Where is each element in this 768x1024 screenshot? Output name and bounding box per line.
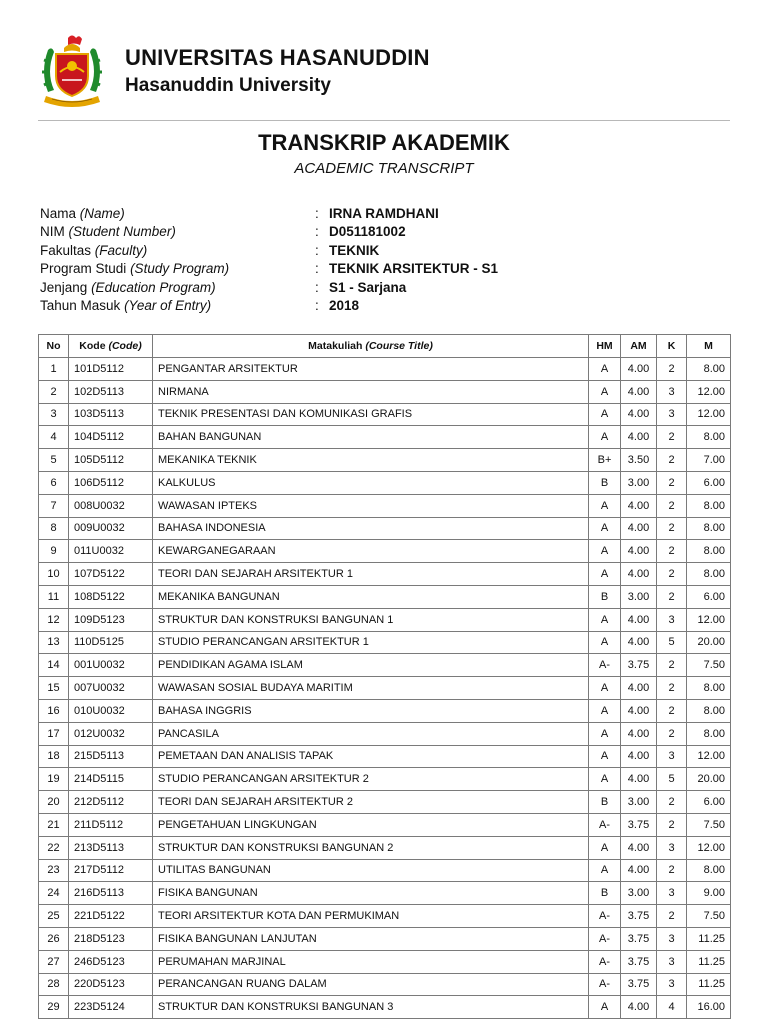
cell-credits: 5 bbox=[657, 768, 687, 791]
cell-course-code: 108D5122 bbox=[69, 585, 153, 608]
table-row bbox=[39, 494, 731, 517]
university-name-english: Hasanuddin University bbox=[125, 75, 331, 96]
student-info-row bbox=[40, 298, 720, 316]
cell-grade-point: 3.75 bbox=[621, 927, 657, 950]
cell-course-code: 220D5123 bbox=[69, 973, 153, 996]
cell-course-title: PANCASILA bbox=[153, 722, 589, 745]
table-row bbox=[39, 380, 731, 403]
cell-credits: 3 bbox=[657, 836, 687, 859]
cell-weighted-score: 7.50 bbox=[687, 813, 731, 836]
cell-letter-grade: A bbox=[589, 563, 621, 586]
student-info-value: D051181002 bbox=[329, 224, 406, 240]
table-row bbox=[39, 973, 731, 996]
cell-weighted-score: 8.00 bbox=[687, 426, 731, 449]
student-info-row bbox=[40, 280, 720, 298]
cell-letter-grade: A bbox=[589, 745, 621, 768]
cell-grade-point: 4.00 bbox=[621, 608, 657, 631]
cell-weighted-score: 8.00 bbox=[687, 722, 731, 745]
cell-course-code: 009U0032 bbox=[69, 517, 153, 540]
cell-course-title: PENDIDIKAN AGAMA ISLAM bbox=[153, 654, 589, 677]
cell-grade-point: 4.00 bbox=[621, 722, 657, 745]
student-info-value: 2018 bbox=[329, 297, 360, 313]
cell-credits: 3 bbox=[657, 973, 687, 996]
cell-credits: 3 bbox=[657, 950, 687, 973]
table-header-row bbox=[39, 335, 731, 358]
cell-no: 29 bbox=[39, 996, 69, 1019]
cell-weighted-score: 8.00 bbox=[687, 677, 731, 700]
cell-credits: 2 bbox=[657, 585, 687, 608]
student-info-row bbox=[40, 224, 720, 242]
cell-letter-grade: A bbox=[589, 722, 621, 745]
cell-letter-grade: A bbox=[589, 859, 621, 882]
cell-weighted-score: 8.00 bbox=[687, 517, 731, 540]
cell-no: 10 bbox=[39, 563, 69, 586]
cell-grade-point: 3.50 bbox=[621, 449, 657, 472]
cell-course-code: 105D5112 bbox=[69, 449, 153, 472]
cell-weighted-score: 8.00 bbox=[687, 540, 731, 563]
table-row bbox=[39, 403, 731, 426]
cell-no: 5 bbox=[39, 449, 69, 472]
cell-letter-grade: A- bbox=[589, 927, 621, 950]
cell-course-title: MEKANIKA BANGUNAN bbox=[153, 585, 589, 608]
cell-credits: 2 bbox=[657, 677, 687, 700]
cell-grade-point: 4.00 bbox=[621, 699, 657, 722]
cell-course-code: 216D5113 bbox=[69, 882, 153, 905]
student-info-value: TEKNIK ARSITEKTUR - S1 bbox=[329, 261, 499, 277]
cell-course-code: 001U0032 bbox=[69, 654, 153, 677]
column-header-course-title: Matakuliah (Course Title) bbox=[153, 335, 589, 358]
cell-letter-grade: A bbox=[589, 426, 621, 449]
cell-course-title: NIRMANA bbox=[153, 380, 589, 403]
cell-no: 24 bbox=[39, 882, 69, 905]
cell-grade-point: 3.00 bbox=[621, 791, 657, 814]
cell-grade-point: 4.00 bbox=[621, 494, 657, 517]
table-row bbox=[39, 563, 731, 586]
student-info-row bbox=[40, 261, 720, 279]
cell-letter-grade: A bbox=[589, 540, 621, 563]
cell-credits: 2 bbox=[657, 859, 687, 882]
cell-weighted-score: 7.00 bbox=[687, 449, 731, 472]
cell-grade-point: 4.00 bbox=[621, 677, 657, 700]
cell-course-title: BAHAN BANGUNAN bbox=[153, 426, 589, 449]
cell-no: 6 bbox=[39, 471, 69, 494]
student-info-colon: : bbox=[315, 297, 319, 313]
student-info-colon: : bbox=[315, 224, 319, 240]
table-row bbox=[39, 699, 731, 722]
cell-grade-point: 3.00 bbox=[621, 471, 657, 494]
cell-grade-point: 4.00 bbox=[621, 358, 657, 381]
cell-course-code: 109D5123 bbox=[69, 608, 153, 631]
cell-course-title: PENGANTAR ARSITEKTUR bbox=[153, 358, 589, 381]
cell-course-code: 012U0032 bbox=[69, 722, 153, 745]
cell-credits: 2 bbox=[657, 654, 687, 677]
cell-course-title: KEWARGANEGARAAN bbox=[153, 540, 589, 563]
cell-weighted-score: 11.25 bbox=[687, 927, 731, 950]
student-info-value: S1 - Sarjana bbox=[329, 279, 407, 295]
cell-course-title: KALKULUS bbox=[153, 471, 589, 494]
cell-weighted-score: 12.00 bbox=[687, 403, 731, 426]
cell-credits: 3 bbox=[657, 608, 687, 631]
cell-course-title: STUDIO PERANCANGAN ARSITEKTUR 1 bbox=[153, 631, 589, 654]
cell-weighted-score: 7.50 bbox=[687, 905, 731, 928]
cell-letter-grade: B+ bbox=[589, 449, 621, 472]
student-info-label: Tahun Masuk (Year of Entry) bbox=[40, 297, 212, 313]
table-row bbox=[39, 449, 731, 472]
cell-credits: 2 bbox=[657, 449, 687, 472]
cell-letter-grade: A bbox=[589, 996, 621, 1019]
cell-weighted-score: 6.00 bbox=[687, 585, 731, 608]
cell-no: 4 bbox=[39, 426, 69, 449]
cell-letter-grade: A bbox=[589, 836, 621, 859]
cell-weighted-score: 11.25 bbox=[687, 950, 731, 973]
cell-credits: 3 bbox=[657, 380, 687, 403]
cell-weighted-score: 8.00 bbox=[687, 859, 731, 882]
cell-no: 7 bbox=[39, 494, 69, 517]
cell-letter-grade: A bbox=[589, 358, 621, 381]
cell-credits: 2 bbox=[657, 517, 687, 540]
student-info-label: Fakultas (Faculty) bbox=[40, 242, 148, 258]
cell-weighted-score: 8.00 bbox=[687, 358, 731, 381]
cell-course-title: WAWASAN SOSIAL BUDAYA MARITIM bbox=[153, 677, 589, 700]
cell-credits: 2 bbox=[657, 471, 687, 494]
cell-credits: 2 bbox=[657, 494, 687, 517]
cell-no: 22 bbox=[39, 836, 69, 859]
table-row bbox=[39, 722, 731, 745]
table-row bbox=[39, 517, 731, 540]
cell-no: 21 bbox=[39, 813, 69, 836]
cell-letter-grade: A bbox=[589, 699, 621, 722]
cell-grade-point: 4.00 bbox=[621, 380, 657, 403]
university-name: UNIVERSITAS HASANUDDIN bbox=[125, 45, 430, 70]
cell-course-title: STUDIO PERANCANGAN ARSITEKTUR 2 bbox=[153, 768, 589, 791]
cell-weighted-score: 12.00 bbox=[687, 380, 731, 403]
cell-course-code: 215D5113 bbox=[69, 745, 153, 768]
cell-course-code: 110D5125 bbox=[69, 631, 153, 654]
cell-course-code: 010U0032 bbox=[69, 699, 153, 722]
cell-letter-grade: A bbox=[589, 380, 621, 403]
cell-course-code: 008U0032 bbox=[69, 494, 153, 517]
table-row bbox=[39, 905, 731, 928]
cell-course-title: TEORI ARSITEKTUR KOTA DAN PERMUKIMAN bbox=[153, 905, 589, 928]
student-info-colon: : bbox=[315, 206, 319, 221]
cell-no: 1 bbox=[39, 358, 69, 381]
column-header-m: M bbox=[687, 335, 731, 358]
cell-grade-point: 4.00 bbox=[621, 426, 657, 449]
cell-grade-point: 4.00 bbox=[621, 631, 657, 654]
cell-weighted-score: 6.00 bbox=[687, 791, 731, 814]
student-info-colon: : bbox=[315, 279, 319, 295]
cell-course-title: PEMETAAN DAN ANALISIS TAPAK bbox=[153, 745, 589, 768]
table-row bbox=[39, 859, 731, 882]
cell-no: 23 bbox=[39, 859, 69, 882]
cell-course-title: TEORI DAN SEJARAH ARSITEKTUR 1 bbox=[153, 563, 589, 586]
cell-course-title: TEKNIK PRESENTASI DAN KOMUNIKASI GRAFIS bbox=[153, 403, 589, 426]
cell-course-code: 214D5115 bbox=[69, 768, 153, 791]
cell-letter-grade: A bbox=[589, 517, 621, 540]
cell-course-code: 211D5112 bbox=[69, 813, 153, 836]
cell-course-code: 101D5112 bbox=[69, 358, 153, 381]
cell-credits: 3 bbox=[657, 882, 687, 905]
table-row bbox=[39, 654, 731, 677]
student-info-value: TEKNIK bbox=[329, 242, 380, 258]
cell-no: 28 bbox=[39, 973, 69, 996]
cell-no: 19 bbox=[39, 768, 69, 791]
student-info-label: Program Studi (Study Program) bbox=[40, 261, 230, 277]
cell-no: 25 bbox=[39, 905, 69, 928]
cell-course-code: 223D5124 bbox=[69, 996, 153, 1019]
cell-course-code: 217D5112 bbox=[69, 859, 153, 882]
cell-no: 20 bbox=[39, 791, 69, 814]
header-divider bbox=[38, 120, 730, 121]
cell-course-code: 011U0032 bbox=[69, 540, 153, 563]
cell-credits: 2 bbox=[657, 358, 687, 381]
student-info-value: IRNA RAMDHANI bbox=[329, 206, 439, 221]
table-row bbox=[39, 836, 731, 859]
university-logo-icon bbox=[38, 32, 106, 108]
document-subtitle: ACADEMIC TRANSCRIPT bbox=[294, 160, 474, 177]
column-header-kode: Kode (Code) bbox=[69, 335, 153, 358]
student-info-label: Jenjang (Education Program) bbox=[40, 279, 216, 295]
column-header-hm: HM bbox=[589, 335, 621, 358]
cell-credits: 2 bbox=[657, 426, 687, 449]
table-row bbox=[39, 677, 731, 700]
cell-no: 13 bbox=[39, 631, 69, 654]
cell-grade-point: 4.00 bbox=[621, 403, 657, 426]
cell-grade-point: 3.00 bbox=[621, 585, 657, 608]
cell-credits: 2 bbox=[657, 791, 687, 814]
grades-table-body bbox=[39, 358, 731, 1019]
cell-grade-point: 3.75 bbox=[621, 654, 657, 677]
cell-course-code: 221D5122 bbox=[69, 905, 153, 928]
cell-no: 15 bbox=[39, 677, 69, 700]
cell-course-code: 107D5122 bbox=[69, 563, 153, 586]
cell-credits: 3 bbox=[657, 403, 687, 426]
cell-no: 11 bbox=[39, 585, 69, 608]
cell-no: 18 bbox=[39, 745, 69, 768]
table-row bbox=[39, 540, 731, 563]
cell-grade-point: 3.75 bbox=[621, 905, 657, 928]
document-header bbox=[38, 32, 738, 112]
table-row bbox=[39, 745, 731, 768]
cell-course-title: STRUKTUR DAN KONSTRUKSI BANGUNAN 2 bbox=[153, 836, 589, 859]
cell-course-title: STRUKTUR DAN KONSTRUKSI BANGUNAN 1 bbox=[153, 608, 589, 631]
cell-course-code: 246D5123 bbox=[69, 950, 153, 973]
cell-grade-point: 4.00 bbox=[621, 859, 657, 882]
cell-no: 17 bbox=[39, 722, 69, 745]
cell-grade-point: 4.00 bbox=[621, 996, 657, 1019]
cell-course-code: 212D5112 bbox=[69, 791, 153, 814]
cell-course-code: 213D5113 bbox=[69, 836, 153, 859]
cell-grade-point: 3.75 bbox=[621, 950, 657, 973]
cell-letter-grade: A- bbox=[589, 905, 621, 928]
document-title: TRANSKRIP AKADEMIK bbox=[258, 130, 510, 155]
cell-letter-grade: A- bbox=[589, 813, 621, 836]
cell-course-title: WAWASAN IPTEKS bbox=[153, 494, 589, 517]
cell-letter-grade: A- bbox=[589, 950, 621, 973]
cell-course-title: UTILITAS BANGUNAN bbox=[153, 859, 589, 882]
table-row bbox=[39, 813, 731, 836]
cell-letter-grade: A bbox=[589, 608, 621, 631]
cell-credits: 2 bbox=[657, 722, 687, 745]
cell-no: 2 bbox=[39, 380, 69, 403]
cell-course-title: PERANCANGAN RUANG DALAM bbox=[153, 973, 589, 996]
cell-course-code: 102D5113 bbox=[69, 380, 153, 403]
cell-course-title: MEKANIKA TEKNIK bbox=[153, 449, 589, 472]
cell-letter-grade: A bbox=[589, 677, 621, 700]
table-row bbox=[39, 927, 731, 950]
cell-course-title: FISIKA BANGUNAN bbox=[153, 882, 589, 905]
cell-letter-grade: A bbox=[589, 631, 621, 654]
student-info-row bbox=[40, 243, 720, 261]
cell-course-title: BAHASA INDONESIA bbox=[153, 517, 589, 540]
cell-grade-point: 4.00 bbox=[621, 517, 657, 540]
cell-weighted-score: 6.00 bbox=[687, 471, 731, 494]
table-row bbox=[39, 950, 731, 973]
table-row bbox=[39, 996, 731, 1019]
cell-credits: 2 bbox=[657, 699, 687, 722]
cell-grade-point: 4.00 bbox=[621, 836, 657, 859]
table-row bbox=[39, 426, 731, 449]
cell-weighted-score: 20.00 bbox=[687, 631, 731, 654]
cell-weighted-score: 11.25 bbox=[687, 973, 731, 996]
student-info-row bbox=[40, 206, 720, 224]
cell-letter-grade: A bbox=[589, 494, 621, 517]
cell-course-title: BAHASA INGGRIS bbox=[153, 699, 589, 722]
cell-credits: 2 bbox=[657, 563, 687, 586]
cell-letter-grade: A bbox=[589, 768, 621, 791]
cell-weighted-score: 16.00 bbox=[687, 996, 731, 1019]
cell-letter-grade: B bbox=[589, 882, 621, 905]
student-info-colon: : bbox=[315, 261, 319, 277]
column-header-no: No bbox=[39, 335, 69, 358]
cell-weighted-score: 12.00 bbox=[687, 608, 731, 631]
cell-course-title: STRUKTUR DAN KONSTRUKSI BANGUNAN 3 bbox=[153, 996, 589, 1019]
cell-weighted-score: 12.00 bbox=[687, 836, 731, 859]
cell-credits: 3 bbox=[657, 745, 687, 768]
cell-course-code: 007U0032 bbox=[69, 677, 153, 700]
student-info bbox=[40, 206, 720, 316]
cell-course-code: 218D5123 bbox=[69, 927, 153, 950]
cell-course-title: PENGETAHUAN LINGKUNGAN bbox=[153, 813, 589, 836]
cell-no: 26 bbox=[39, 927, 69, 950]
cell-no: 27 bbox=[39, 950, 69, 973]
cell-no: 12 bbox=[39, 608, 69, 631]
cell-grade-point: 3.75 bbox=[621, 973, 657, 996]
cell-course-title: PERUMAHAN MARJINAL bbox=[153, 950, 589, 973]
cell-grade-point: 3.75 bbox=[621, 813, 657, 836]
table-row bbox=[39, 768, 731, 791]
column-header-am: AM bbox=[621, 335, 657, 358]
cell-course-code: 103D5113 bbox=[69, 403, 153, 426]
cell-weighted-score: 7.50 bbox=[687, 654, 731, 677]
table-row bbox=[39, 608, 731, 631]
student-info-colon: : bbox=[315, 242, 319, 258]
grades-table bbox=[38, 334, 731, 1019]
cell-weighted-score: 12.00 bbox=[687, 745, 731, 768]
cell-credits: 2 bbox=[657, 813, 687, 836]
student-info-label: NIM (Student Number) bbox=[40, 224, 176, 240]
cell-course-code: 104D5112 bbox=[69, 426, 153, 449]
cell-credits: 2 bbox=[657, 905, 687, 928]
cell-no: 3 bbox=[39, 403, 69, 426]
cell-weighted-score: 9.00 bbox=[687, 882, 731, 905]
table-row bbox=[39, 471, 731, 494]
cell-letter-grade: B bbox=[589, 585, 621, 608]
cell-no: 9 bbox=[39, 540, 69, 563]
cell-grade-point: 3.00 bbox=[621, 882, 657, 905]
cell-course-title: FISIKA BANGUNAN LANJUTAN bbox=[153, 927, 589, 950]
table-row bbox=[39, 358, 731, 381]
cell-letter-grade: A- bbox=[589, 973, 621, 996]
cell-weighted-score: 8.00 bbox=[687, 563, 731, 586]
cell-credits: 5 bbox=[657, 631, 687, 654]
cell-no: 16 bbox=[39, 699, 69, 722]
cell-weighted-score: 8.00 bbox=[687, 494, 731, 517]
cell-weighted-score: 20.00 bbox=[687, 768, 731, 791]
cell-grade-point: 4.00 bbox=[621, 768, 657, 791]
cell-credits: 4 bbox=[657, 996, 687, 1019]
cell-letter-grade: A- bbox=[589, 654, 621, 677]
cell-letter-grade: B bbox=[589, 471, 621, 494]
cell-credits: 2 bbox=[657, 540, 687, 563]
cell-weighted-score: 8.00 bbox=[687, 699, 731, 722]
cell-letter-grade: B bbox=[589, 791, 621, 814]
cell-grade-point: 4.00 bbox=[621, 540, 657, 563]
table-row bbox=[39, 882, 731, 905]
cell-course-code: 106D5112 bbox=[69, 471, 153, 494]
cell-grade-point: 4.00 bbox=[621, 745, 657, 768]
cell-credits: 3 bbox=[657, 927, 687, 950]
cell-no: 14 bbox=[39, 654, 69, 677]
cell-no: 8 bbox=[39, 517, 69, 540]
table-row bbox=[39, 791, 731, 814]
student-info-label: Nama (Name) bbox=[40, 206, 125, 221]
column-header-k: K bbox=[657, 335, 687, 358]
cell-course-title: TEORI DAN SEJARAH ARSITEKTUR 2 bbox=[153, 791, 589, 814]
table-row bbox=[39, 631, 731, 654]
table-row bbox=[39, 585, 731, 608]
cell-grade-point: 4.00 bbox=[621, 563, 657, 586]
cell-letter-grade: A bbox=[589, 403, 621, 426]
